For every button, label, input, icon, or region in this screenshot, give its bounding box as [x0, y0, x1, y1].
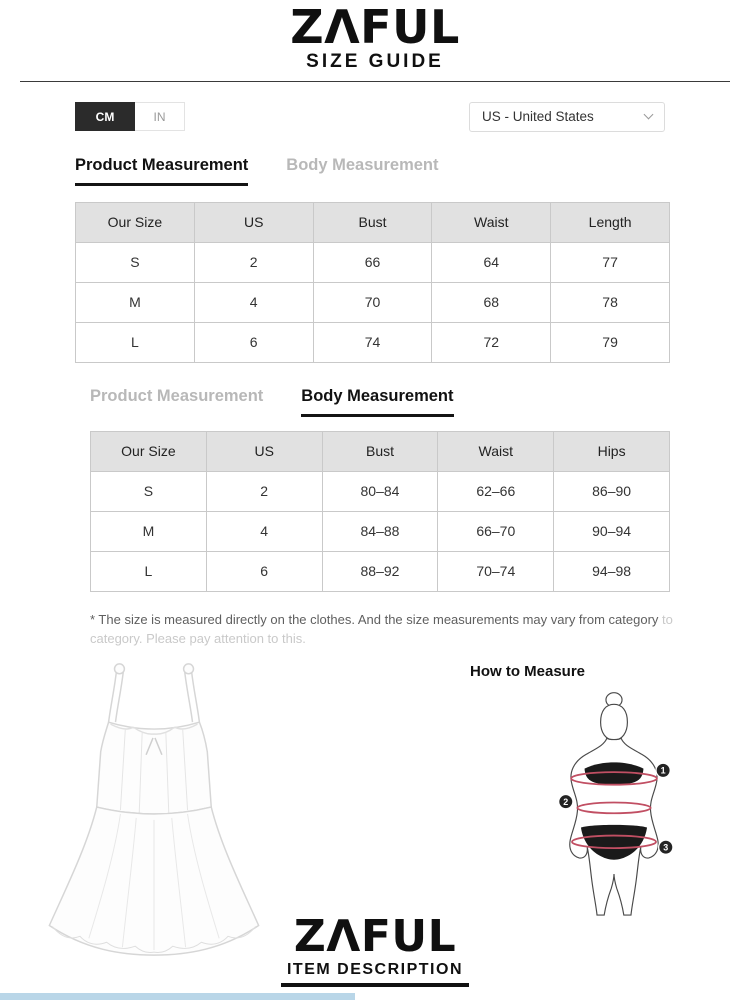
brand-logo: ZΛFUL [290, 0, 460, 54]
table-row [91, 511, 670, 551]
page-bottom-banner [0, 993, 355, 1000]
table-cell: 86–90 [554, 471, 670, 511]
table-cell: 84–88 [322, 511, 438, 551]
how-to-measure-title: How to Measure [470, 662, 586, 680]
size-note [90, 610, 675, 649]
region-dropdown-value: US - United States [482, 109, 594, 125]
tab-product-measurement[interactable]: Product Measurement [75, 156, 248, 186]
item-description-title: ITEM DESCRIPTION [281, 959, 469, 987]
table-cell: 90–94 [554, 511, 670, 551]
table-cell: 66–70 [438, 511, 554, 551]
controls-row [75, 102, 665, 132]
measure-point-3: 3 [663, 842, 669, 853]
tab-body-measurement-2[interactable]: Body Measurement [301, 387, 453, 417]
size-note-main: * The size is measured directly on the clothes. And the size measurements may vary from category [90, 611, 663, 627]
column-header: Length [551, 202, 670, 242]
unit-cm-button[interactable]: CM [75, 102, 135, 131]
chevron-down-icon [644, 110, 654, 120]
table-row [76, 242, 670, 282]
table-cell: 94–98 [554, 551, 670, 591]
table-cell: 2 [194, 242, 313, 282]
measure-point-2: 2 [563, 796, 569, 807]
body-measurement-table [90, 431, 670, 592]
body-measurement-tabs [90, 387, 750, 417]
measurement-figure [538, 690, 700, 929]
unit-toggle [75, 102, 185, 131]
table-cell: 77 [551, 242, 670, 282]
table-cell: 62–66 [438, 471, 554, 511]
table-row [76, 282, 670, 322]
unit-in-button[interactable]: IN [135, 102, 185, 131]
table-cell: 79 [551, 322, 670, 362]
table-cell: M [76, 282, 195, 322]
size-note-faded: to category. Please pay attention to this. [90, 611, 673, 647]
table-cell: 68 [432, 282, 551, 322]
table-cell: M [91, 511, 207, 551]
column-header: Hips [554, 431, 670, 471]
column-header: Bust [313, 202, 432, 242]
column-header: US [194, 202, 313, 242]
table-cell: 72 [432, 322, 551, 362]
table-header-row [91, 431, 670, 471]
table-cell: 80–84 [322, 471, 438, 511]
table-cell: 88–92 [322, 551, 438, 591]
table-cell: 70 [313, 282, 432, 322]
header-divider [20, 81, 730, 82]
table-cell: 74 [313, 322, 432, 362]
brand-logo-footer: ZΛFUL [293, 910, 457, 962]
tab-product-measurement-2[interactable]: Product Measurement [90, 386, 264, 405]
table-cell: 78 [551, 282, 670, 322]
table-cell: L [91, 551, 207, 591]
table-cell: 66 [313, 242, 432, 282]
table-cell: 4 [206, 511, 322, 551]
measure-point-1: 1 [660, 765, 666, 776]
column-header: US [206, 431, 322, 471]
column-header: Our Size [76, 202, 195, 242]
table-cell: S [91, 471, 207, 511]
column-header: Waist [438, 431, 554, 471]
table-cell: 6 [194, 322, 313, 362]
table-row [91, 551, 670, 591]
tab-body-measurement[interactable]: Body Measurement [286, 155, 439, 174]
table-cell: 6 [206, 551, 322, 591]
column-header: Our Size [91, 431, 207, 471]
column-header: Waist [432, 202, 551, 242]
table-row [76, 322, 670, 362]
table-cell: S [76, 242, 195, 282]
product-measurement-tabs [75, 156, 750, 186]
table-row [91, 471, 670, 511]
table-cell: 70–74 [438, 551, 554, 591]
item-description-header [0, 910, 750, 988]
column-header: Bust [322, 431, 438, 471]
table-cell: 64 [432, 242, 551, 282]
table-cell: 2 [206, 471, 322, 511]
body-figure-illustration [538, 690, 690, 924]
how-to-measure-section [470, 657, 700, 929]
product-measurement-table [75, 202, 670, 363]
size-guide-header [0, 0, 750, 73]
table-header-row [76, 202, 670, 242]
table-cell: 4 [194, 282, 313, 322]
table-cell: L [76, 322, 195, 362]
region-dropdown[interactable] [469, 102, 665, 132]
size-guide-title: SIZE GUIDE [306, 50, 444, 72]
